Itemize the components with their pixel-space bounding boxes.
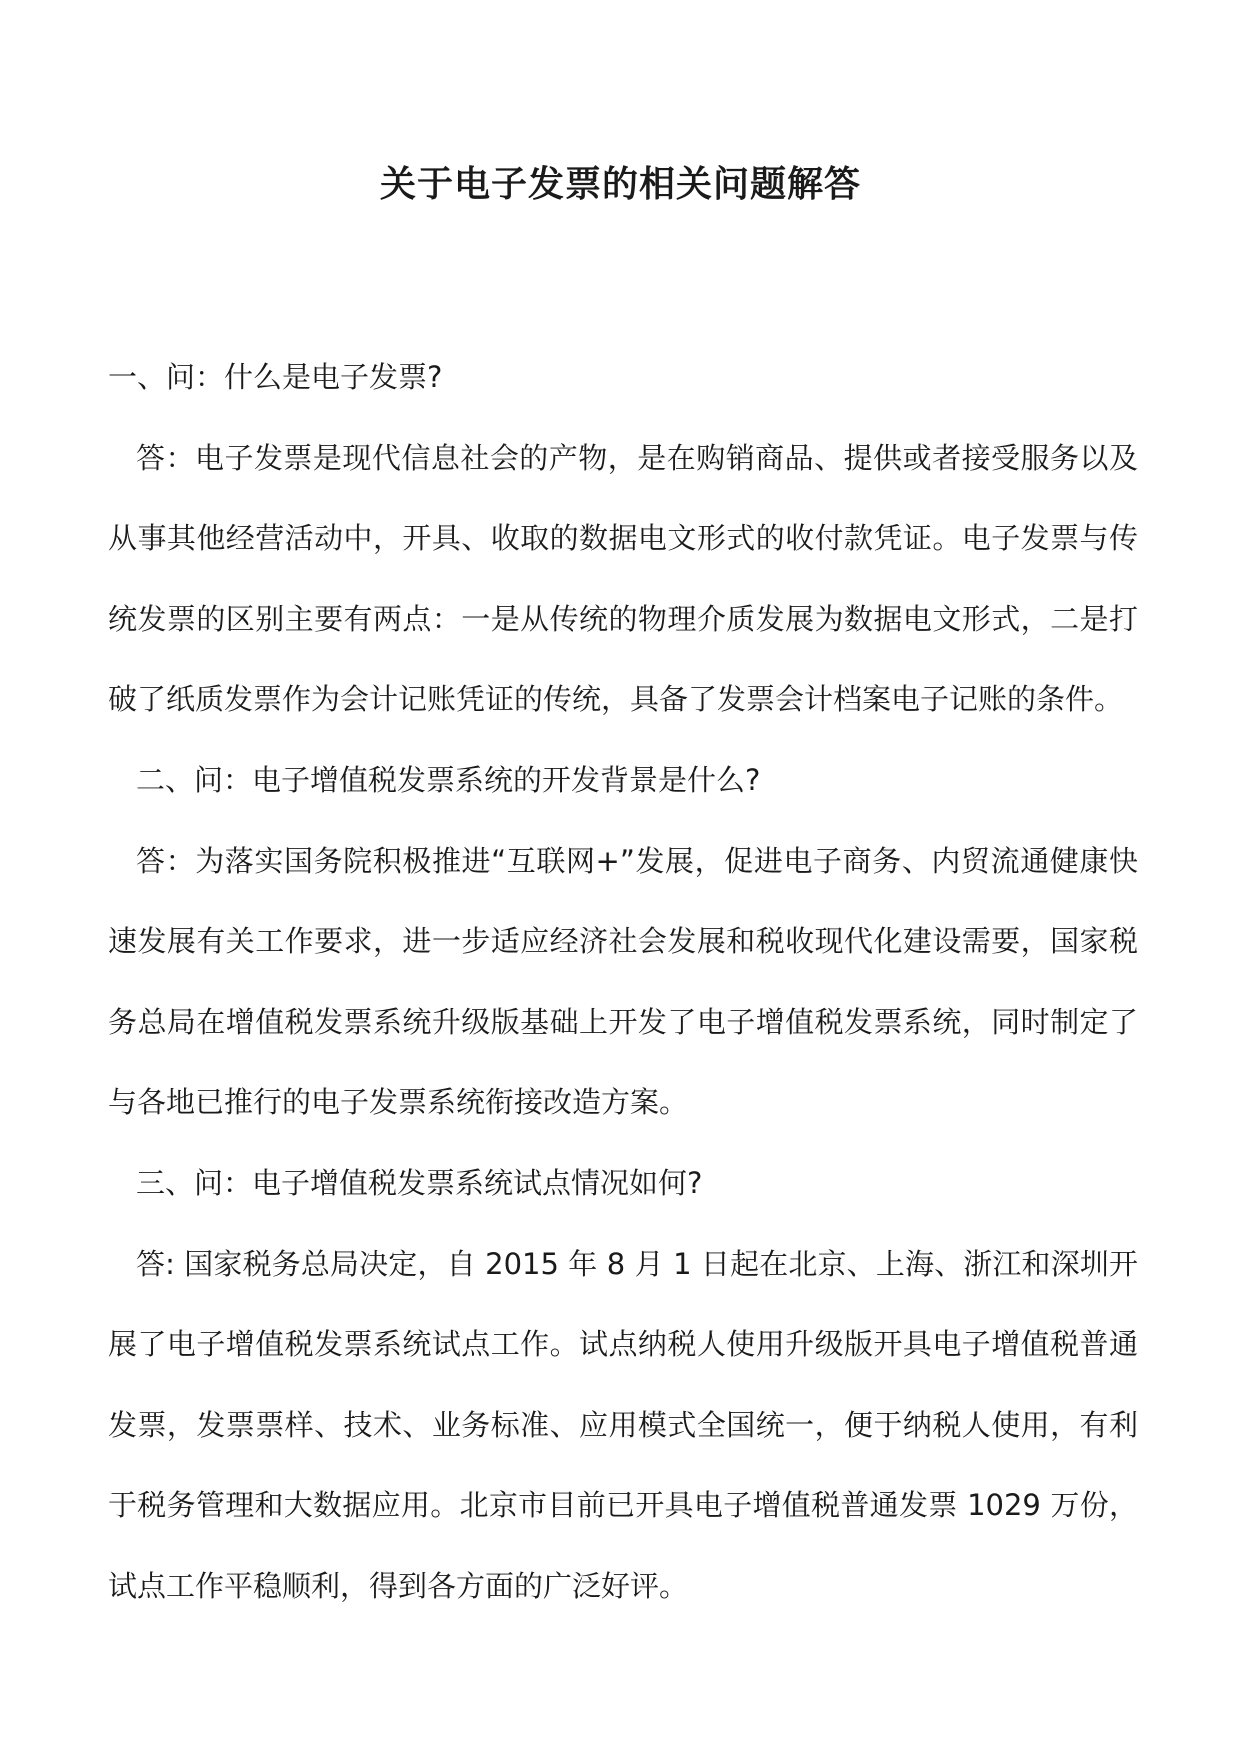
question-3: 三、问：电子增值税发票系统试点情况如何? [136,1165,703,1200]
answer-1: 答：电子发票是现代信息社会的产物，是在购销商品、提供或者接受服务以及从事其他经营活动中，开具、收取的数据电文形式的收付款凭证。电子发票与传统发票的区别主要有两点：一是从传统的物理介质发展为数据电文形式，二是打破了纸质发票作为会计记账凭证的传统，具备了发票会计档案电子记账的条件。 [108,440,1138,717]
question-2: 二、问：电子增值税发票系统的开发背景是什么? [136,762,761,797]
question-1: 一、问：什么是电子发票? [108,360,443,394]
answer-3: 答: 国家税务总局决定，自 2015 年 8 月 1 日起在北京、上海、浙江和深圳开展了电子增值税发票系统试点工作。试点纳税人使用升级版开具电子增值税普通发票，发票票样、技术、业务标准、应用模式全国统一，便于纳税人使用，有利于税务管理和大数据应用。北京市目前已开具电子增值税普通发票 1029 万份，试点工作平稳顺利，得到各方面的广泛好评。 [108,1246,1138,1603]
document-title: 关于电子发票的相关问题解答 [379,164,861,205]
answer-2: 答：为落实国务院积极推进“互联网+”发展，促进电子商务、内贸流通健康快速发展有关工作要求，进一步适应经济社会发展和税收现代化建设需要，国家税务总局在增值税发票系统升级版基础上开发了电子增值税发票系统，同时制定了与各地已推行的电子发票系统衔接改造方案。 [108,843,1138,1120]
document-body [108,337,1138,1627]
